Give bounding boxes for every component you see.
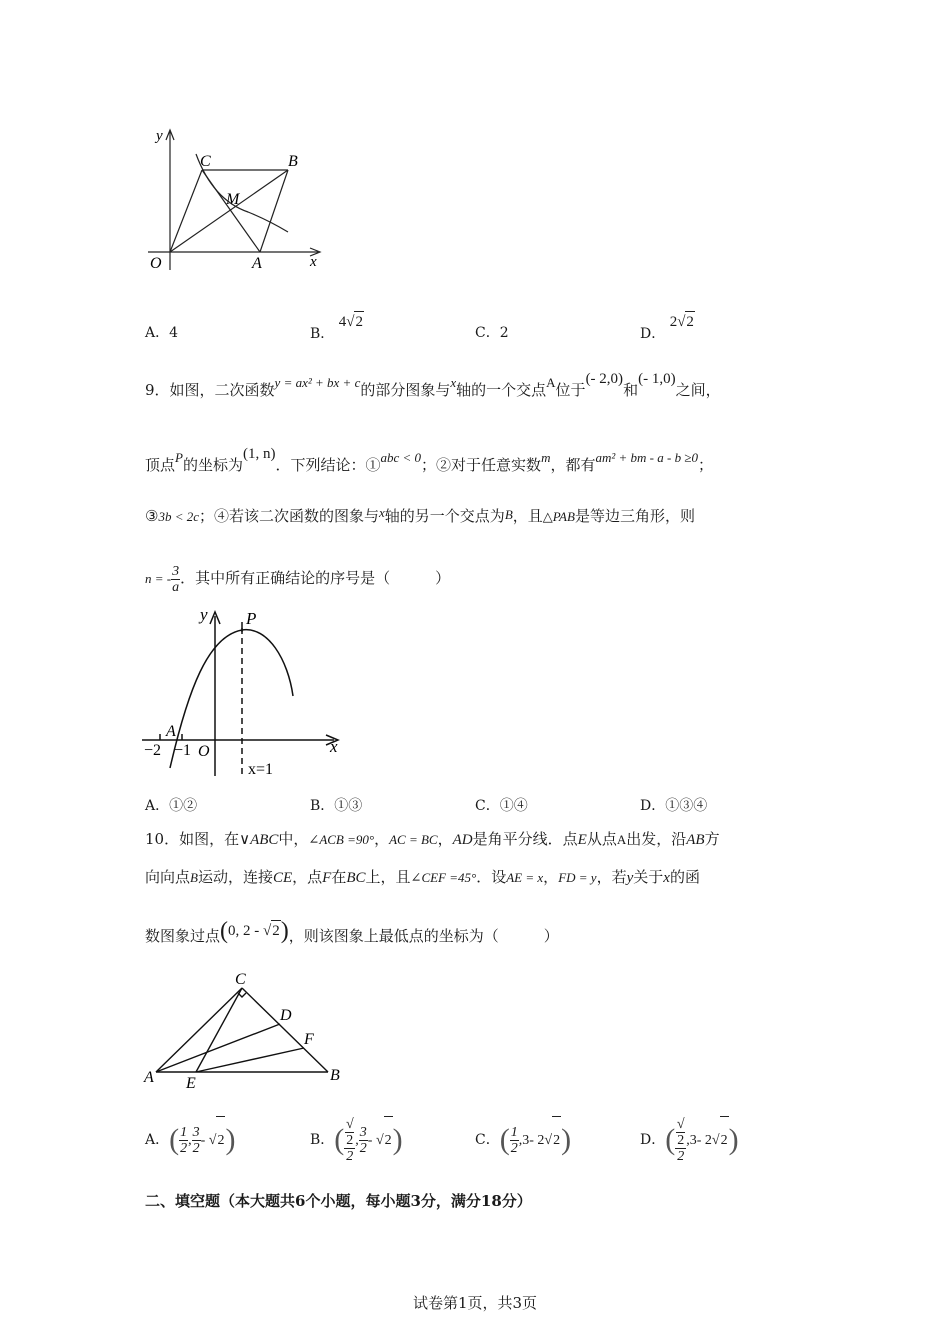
fig8-A: A bbox=[252, 255, 262, 272]
fig10-B: B bbox=[330, 1067, 340, 1084]
fig9-m1: −1 bbox=[174, 742, 192, 759]
fig9-x: x bbox=[330, 737, 338, 756]
fig10-A: A bbox=[144, 1069, 154, 1086]
fig9-m2: −2 bbox=[144, 742, 162, 759]
q9-option-c[interactable]: C．①④ bbox=[475, 798, 528, 814]
fig9-line: x=1 bbox=[248, 761, 274, 778]
q10-option-c[interactable]: C．( $\frac{1}{2}$ ,3- 2√2) bbox=[475, 1116, 571, 1164]
q9-option-a[interactable]: A．①② bbox=[145, 798, 198, 814]
q10-line-3: 数图象过点(0, 2 - √2)，则该图象上最低点的坐标为（ ） bbox=[145, 918, 559, 945]
fig9-P: P bbox=[246, 609, 257, 628]
q9-line-1: 9．如图，二次函数y = ax² + bx + c的部分图象与x轴的一个交点A位于(- 2,0)和(- 1,0)之间， bbox=[145, 371, 721, 399]
figure-q9 bbox=[138, 600, 348, 780]
q9-option-d[interactable]: D．①③④ bbox=[640, 798, 708, 814]
q10-line-2: 向向点B运动，连接CE，点F在BC上，且∠CEF =45°．设AE = x，FD = y，若y关于x的函 bbox=[145, 868, 700, 886]
q9-option-b[interactable]: B．①③ bbox=[310, 798, 363, 814]
q8-option-c[interactable]: C．2 bbox=[475, 325, 509, 341]
fig8-O: O bbox=[150, 255, 162, 272]
fig8-B: B bbox=[288, 153, 298, 170]
fig9-y: y bbox=[200, 605, 208, 624]
q8-option-d[interactable]: D． 2√2 bbox=[640, 323, 695, 344]
figure-q10 bbox=[138, 966, 353, 1094]
figure-q8 bbox=[138, 120, 338, 280]
fig10-F: F bbox=[304, 1031, 314, 1048]
section-heading: 二、填空题（本大题共6个小题，每小题3分，满分18分） bbox=[145, 1192, 532, 1210]
q10-option-b[interactable]: B．( √ 2 2 , $\frac{3}{2}$ - √2) bbox=[310, 1116, 403, 1164]
q9-line-4: n = - $\frac{3}{a}$ ．其中所有正确结论的序号是（ ） bbox=[145, 563, 451, 595]
q9-line-2: 顶点P的坐标为(1, n)．下列结论：①abc < 0；②对于任意实数m，都有am² + bm - a - b ≥0； bbox=[145, 446, 713, 474]
fig8-y: y bbox=[156, 128, 163, 144]
fig10-D: D bbox=[280, 1007, 292, 1024]
q9-line-3: ③3b < 2c；④若该二次函数的图象与x轴的另一个交点为B，且△PAB是等边三角形，则 bbox=[145, 505, 695, 525]
q10-option-d[interactable]: D．( √ 2 2 ,3- 2√2) bbox=[640, 1116, 739, 1164]
q8-option-b[interactable]: B． 4√2 bbox=[310, 323, 364, 344]
fig9-O: O bbox=[198, 743, 210, 760]
q10-option-a[interactable]: A．( $\frac{1}{2}$ , $\frac{3}{2}$ - √2) bbox=[145, 1116, 235, 1164]
fig8-C: C bbox=[200, 153, 211, 170]
fig10-E: E bbox=[186, 1075, 196, 1092]
q8-option-a[interactable]: A．4 bbox=[145, 325, 179, 341]
fig9-A: A bbox=[166, 723, 176, 740]
q10-line-1: 10．如图，在∨ABC中，∠ACB =90°，AC = BC，AD是角平分线．点E从点A出发，沿AB方 bbox=[145, 830, 720, 848]
fig8-M: M bbox=[226, 191, 240, 208]
fig10-C: C bbox=[235, 971, 246, 988]
fig8-x: x bbox=[310, 254, 317, 270]
page-footer: 试卷第1页，共3页 bbox=[412, 1294, 538, 1312]
